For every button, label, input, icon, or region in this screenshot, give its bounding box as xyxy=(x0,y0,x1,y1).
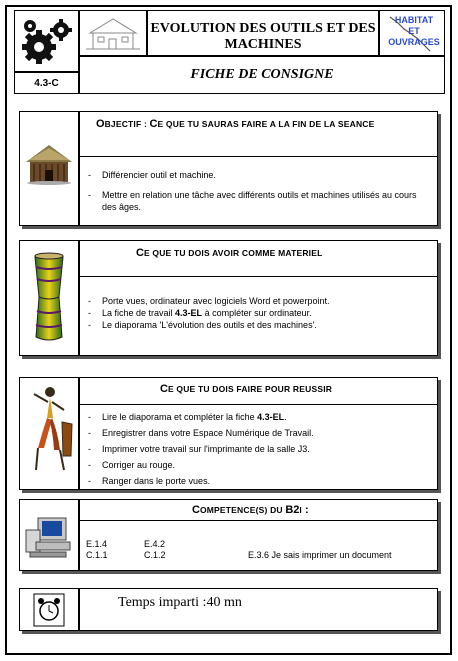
house-cell xyxy=(79,10,147,56)
faire-header: CE QUE TU DOIS FAIRE POUR REUSSIR xyxy=(79,377,438,405)
faire-body xyxy=(79,405,438,490)
list-item: - Le diaporama 'L'évolution des outils et des machines'. xyxy=(80,319,437,331)
drum-icon xyxy=(20,241,78,355)
page-subtitle: FICHE DE CONSIGNE xyxy=(190,67,334,82)
gears-icon xyxy=(15,11,78,71)
competence-code: E.4.2 xyxy=(144,539,166,549)
computer-icon xyxy=(20,500,78,570)
dancer-icon xyxy=(20,378,78,489)
logo-cell xyxy=(14,10,79,72)
list-item: - Corriger au rouge. xyxy=(80,457,437,473)
faire-list xyxy=(80,409,437,489)
competence-extra: E.3.6 Je sais imprimer un document xyxy=(248,550,392,560)
objectif-header: OBJECTIF : CE QUE TU SAURAS FAIRE A LA FIN DE LA SEANCE xyxy=(79,111,438,157)
time-allotted: Temps imparti :40 mn xyxy=(118,595,242,610)
sheet-code: 4.3-C xyxy=(34,78,59,89)
materiel-list xyxy=(80,295,437,331)
competence-code: C.1.2 xyxy=(144,550,166,560)
temps-box xyxy=(79,588,438,631)
competence-code: E.1.4 xyxy=(86,539,108,549)
list-item: - Ranger dans le porte vues. xyxy=(80,473,437,489)
materiel-icon-box xyxy=(19,240,79,356)
list-item: - Lire le diaporama et compléter la fiche 4.3-EL. xyxy=(80,409,437,425)
list-item: - Porte vues, ordinateur avec logiciels Word et powerpoint. xyxy=(80,295,437,307)
faire-icon-box xyxy=(19,377,79,490)
list-item: - La fiche de travail 4.3-EL à compléter sur ordinateur. xyxy=(80,307,437,319)
competence-code: C.1.1 xyxy=(86,550,108,560)
hut-icon xyxy=(20,112,78,225)
temps-icon-box xyxy=(19,588,79,631)
theme-label: HABITAT ET OUVRAGES xyxy=(388,15,440,47)
materiel-body xyxy=(79,277,438,356)
list-item: - Enregistrer dans votre Espace Numérique de Travail. xyxy=(80,425,437,441)
list-item: - Différencier outil et machine. xyxy=(80,169,425,181)
objectif-list xyxy=(80,169,425,213)
subtitle-cell xyxy=(79,56,445,94)
code-cell xyxy=(14,72,79,94)
house-icon xyxy=(80,11,146,55)
objectif-icon-box xyxy=(19,111,79,226)
competences-header: COMPETENCE(S) DU B2I : xyxy=(79,499,438,521)
alarm-clock-icon xyxy=(20,589,78,630)
objectif-body xyxy=(79,157,438,226)
list-item: - Imprimer votre travail sur l'imprimante de la salle J3. xyxy=(80,441,437,457)
materiel-header: CE QUE TU DOIS AVOIR COMME MATERIEL xyxy=(79,240,438,277)
competences-body xyxy=(79,521,438,571)
page-title: EVOLUTION DES OUTILS ET DES MACHINES xyxy=(150,21,376,52)
theme-cell xyxy=(379,10,445,56)
competences-icon-box xyxy=(19,499,79,571)
header-title-cell xyxy=(147,10,379,56)
list-item: - Mettre en relation une tâche avec différents outils et machines utilisés au cours des âges. xyxy=(80,189,425,213)
